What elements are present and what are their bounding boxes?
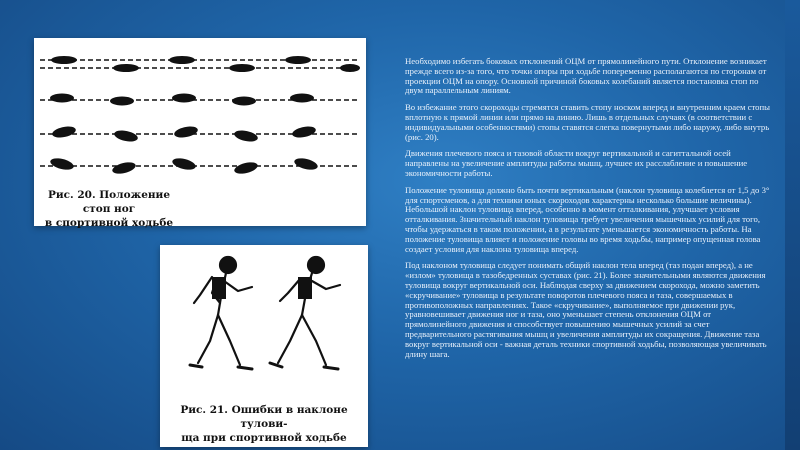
figure-21-caption [160, 403, 368, 445]
footprint-row-3 [40, 125, 360, 144]
paragraph-4: Положение туловища должно быть почти вертикальным (наклон туловища колеблется от 1,5 до 3° для спортсменов, а для техники юных скороходов характерны несколько большие величины). Небольшой наклон туловища вперед, особенно в момент отталкивания, улучшает условия отталкивания. Значительный наклон туловища требует увеличения мышечных усилий для того, чтобы удержаться в таком положении, а в результате уменьшается экономичность работы. На положение туловища влияет и положение головы во время ходьбы, например опущенная голова создает условия для наклона туловища вперед. [405, 184, 770, 254]
footprint-row-2 [40, 94, 360, 106]
paragraph-2: Во избежание этого скороходы стремятся ставить стопу носком вперед и внутренним краем стопы вплотную к прямой линии или прямо на линию. Лишь в отдельных случаях (в соответствии с индивидуальными особенностями) стопы ставятся слегка повернутыми либо наружу, либо внутрь (рис. 20). [405, 102, 770, 142]
figure-20-foot-placement [34, 38, 366, 229]
walker-figure-2 [270, 257, 340, 369]
figure-20-caption [34, 188, 184, 230]
footprint-row-1 [40, 56, 360, 72]
paragraph-1: Необходимо избегать боковых отклонений ОЦМ от прямолинейного пути. Отклонение возникает прежде всего из-за того, что точки опоры при ходьбе попеременно располагаются по сторонам от проекции ОЦМ на опору. Основной причиной боковых колебаний является постановка стоп по двум параллельным линиям. [405, 56, 767, 96]
footprint-row-4 [40, 156, 360, 176]
figure-21-trunk-lean [160, 245, 368, 447]
walker-figure-1 [190, 257, 252, 369]
body-text [405, 57, 773, 366]
figure-20-caption-line-1: Рис. 20. Положение стоп ног [47, 189, 171, 215]
walker-illustration [160, 245, 368, 401]
figure-20-caption-line-2: в спортивной ходьбе [44, 217, 174, 229]
figure-21-caption-line-2: ща при спортивной ходьбе [181, 432, 347, 444]
paragraph-5: Под наклоном туловища следует понимать общий наклон тела вперед (таз подан вперед), а не «излом» туловища в тазобедренных суставах (рис. 21). Более значительными являются движения туловища вокруг вертикальной оси. Наблюдая сверху за движением скорохода, можно заметить «скручивание» туловища в результате поворотов плечевого пояса и таза, совершаемых в противоположных направлениях. Такое «скручивание», выполняемое при движении рук, уравновешивает движения ног и таза, оно уменьшает степень отклонения ОЦМ от прямолинейного движения и способствует повышению мышечных усилий за счет предварительного растягивания мышц и увеличения амплитуды их сокращения. Движение таза вокруг вертикальной оси - важная деталь техники спортивной ходьбы, позволяющая увеличивать длину шага. [405, 260, 767, 359]
accent-bar [785, 0, 800, 450]
figure-21-caption-line-1: Рис. 21. Ошибки в наклоне тулови- [180, 404, 348, 430]
paragraph-3: Движения плечевого пояса и тазовой области вокруг вертикальной и сагиттальной осей направлены на увеличение амплитуды работы мышц, лучшее их расслабление и повышение экономичности работы. [405, 148, 748, 178]
